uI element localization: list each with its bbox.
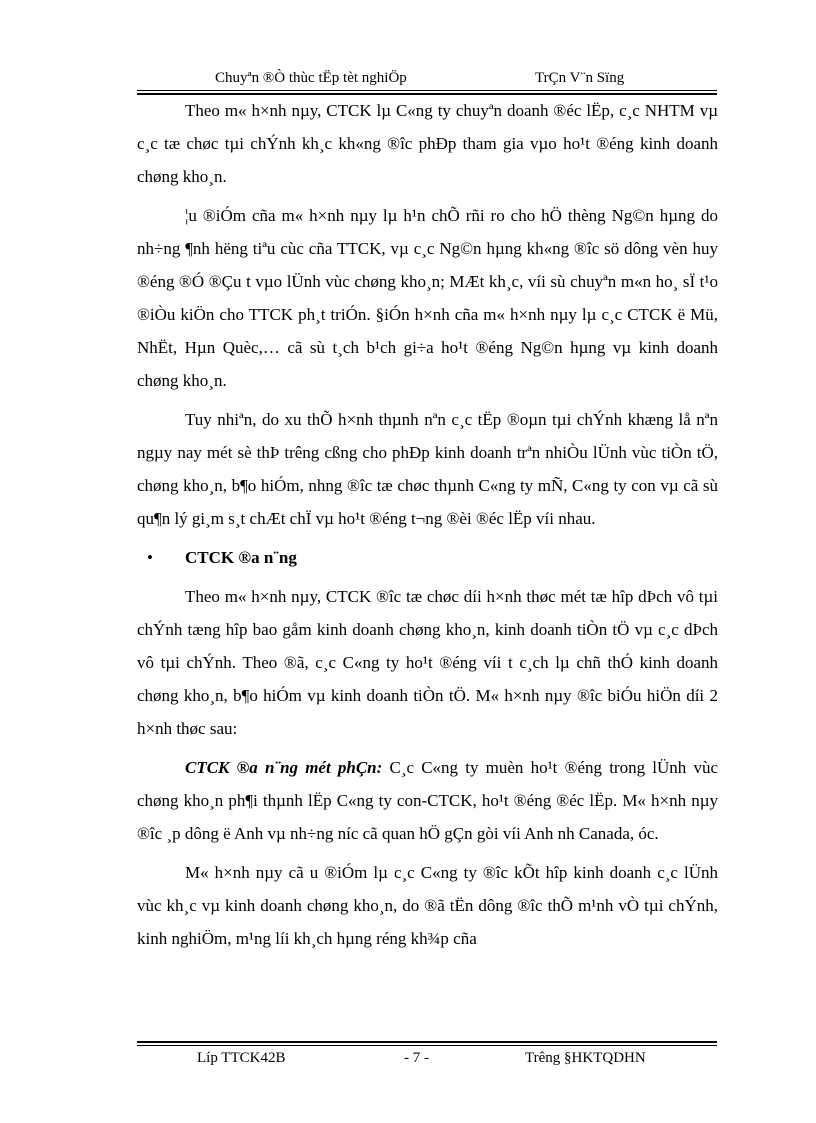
paragraph-1: Theo m« h×nh nµy, CTCK lµ C«ng ty chuyªn doanh ®éc lËp, c¸c NHTM vµ c¸c tæ chøc tµi chÝnh kh¸c kh«ng ®îc phÐp tham gia vµo ho¹t ®éng kinh doanh chøng kho¸n. [137,101,718,186]
footer-school: Trêng §HKTQDHN [525,1050,646,1066]
header-title: Chuyªn ®Ò thùc tËp tèt nghiÖp [215,70,407,86]
header-author: TrÇn V¨n Sïng [535,70,625,86]
bullet-heading [137,541,718,574]
footer-rule-thin [137,1045,717,1046]
header-rule-thin [137,90,717,91]
paragraph-3: Tuy nhiªn, do xu thÕ h×nh thµnh nªn c¸c tËp ®oµn tµi chÝnh khæng lå nªn ngµy nay mét sè thÞ trêng cßng cho phÐp kinh doanh trªn nhiÒu lÜnh vùc tiÒn tÖ, chøng kho¸n, b¶o hiÓm, nhng ®îc tæ chøc thµnh C«ng ty mÑ, C«ng ty con vµ cã sù qu¶n lý gi¸m s¸t chÆt chÏ vµ ho¹t ®éng t¬ng ®èi ®éc lËp víi nhau. [137,410,718,528]
paragraph-5 [137,751,718,850]
paragraph-5-text: C¸c C«ng ty muèn ho¹t ®éng trong lÜnh vùc chøng kho¸n ph¶i thµnh lËp C«ng ty con-CTCK, ho¹t ®éng ®éc lËp. M« h×nh nµy ®îc ¸p dông ë Anh vµ nh÷ng níc cã quan hÖ gÇn gòi víi Anh nh Canada, óc. [137,758,718,843]
bullet-heading-text: CTCK ®a n¨ng [185,548,297,567]
paragraph-2: ¦u ®iÓm cña m« h×nh nµy lµ h¹n chÕ rñi ro cho hÖ thèng Ng©n hµng do nh÷ng ¶nh hëng tiªu cùc cña TTCK, vµ c¸c Ng©n hµng kh«ng ®îc sö dông vèn huy ®éng ®Ó ®Çu t vµo lÜnh vùc chøng kho¸n; MÆt kh¸c, víi sù chuyªn m«n ho¸ sÏ t¹o ®iÒu kiÖn cho TTCK ph¸t triÓn. §iÓn h×nh cña m« h×nh nµy lµ c¸c CTCK ë Mü, NhËt, Hµn Quèc,… cã sù t¸ch b¹ch gi÷a ho¹t ®éng Ng©n hµng vµ kinh doanh chøng kho¸n. [137,206,718,390]
bullet-icon: • [147,548,153,567]
page-number: - 7 - [404,1050,429,1066]
page-footer [137,1050,717,1072]
paragraph-4: Theo m« h×nh nµy, CTCK ®îc tæ chøc díi h×nh thøc mét tæ hîp dÞch vô tµi chÝnh tæng hîp bao gåm kinh doanh chøng kho¸n, kinh doanh tiÒn tÖ vµ c¸c dÞch vô tµi chÝnh. Theo ®ã, c¸c C«ng ty ho¹t ®éng víi t c¸ch lµ chñ thÓ kinh doanh chøng kho¸n, b¶o hiÓm vµ kinh doanh tiÒn tÖ. M« h×nh nµy ®îc biÓu hiÖn díi 2 h×nh thøc sau: [137,587,718,738]
document-body [137,94,718,961]
emphasis-lead: CTCK ®a n¨ng mét phÇn: [185,758,383,777]
footer-class: Líp TTCK42B [197,1050,286,1066]
paragraph-6: M« h×nh nµy cã u ®iÓm lµ c¸c C«ng ty ®îc kÕt hîp kinh doanh c¸c lÜnh vùc kh¸c vµ kinh doanh chøng kho¸n, do ®ã tËn dông ®îc thÕ m¹nh vÒ tµi chÝnh, kinh nghiÖm, m¹ng líi kh¸ch hµng réng kh¾p cña [137,863,718,948]
page-header [137,70,717,92]
footer-rule-thick [137,1041,717,1043]
